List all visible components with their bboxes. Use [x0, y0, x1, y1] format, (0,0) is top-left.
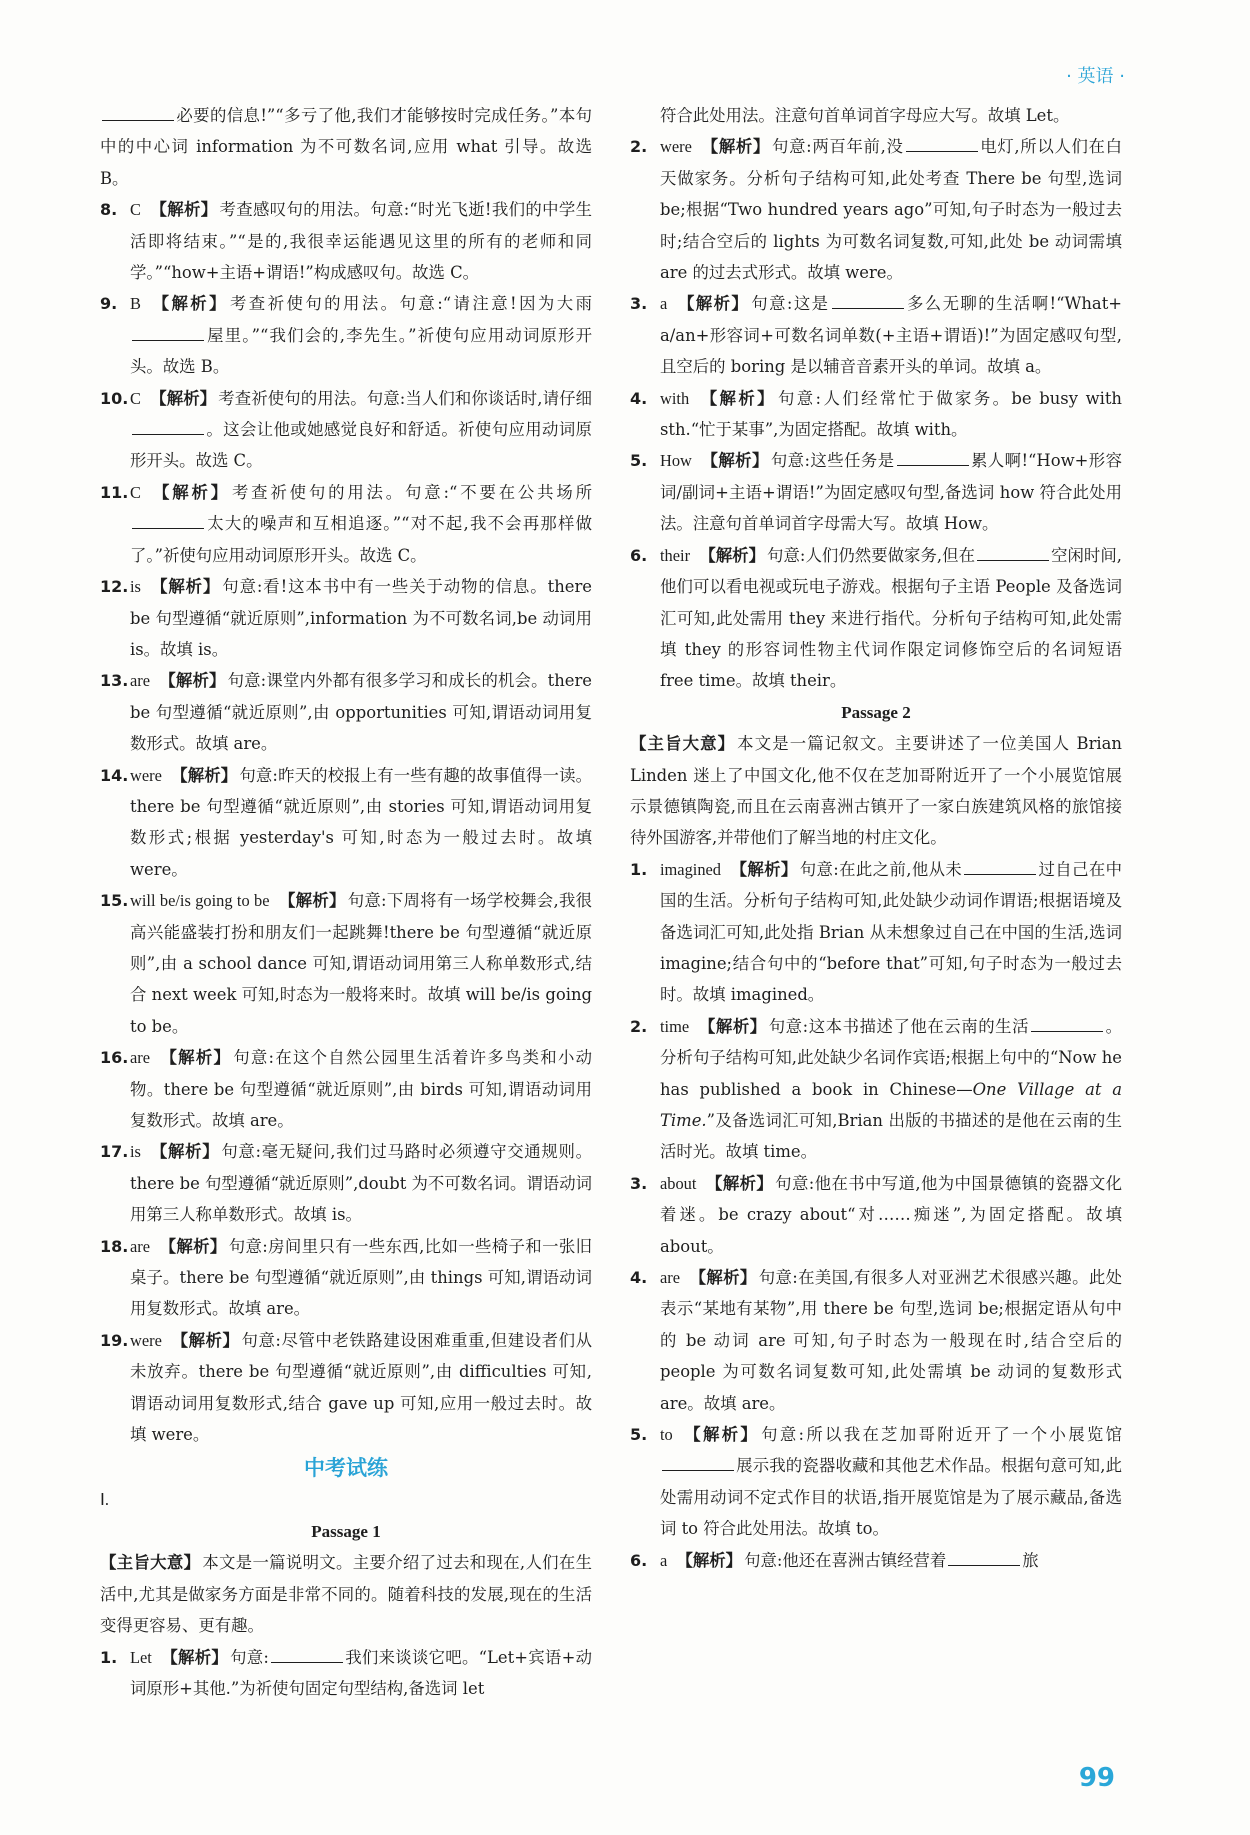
answer-item-9: 9. B 【解析】 考查祈使句的用法。句意:“请注意!因为大雨屋里。”“我们会的,李先生。”祈使句应用动词原形开头。故选 B。: [100, 294, 592, 377]
answer-item-10: 10. C 【解析】 考查祈使句的用法。句意:当人们和你谈话时,请仔细。这会让他或她感觉良好和舒适。祈使句应用动词原形开头。故选 C。: [100, 388, 593, 471]
answer-item-18: 18. are 【解析】 句意:房间里只有一些东西,比如一些椅子和一张旧桌子。there be 句型遵循“就近原则”,由 things 可知,谓语动词用复数形式。故填 are。: [100, 1236, 593, 1319]
blank: [832, 307, 904, 309]
answer-item-8: 8. C 【解析】 考查感叹句的用法。句意:“时光飞逝!我们的中学生活即将结束。”“是的,我很幸运能遇见这里的所有的老师和同学。”“how+主语+谓语!”构成感叹句。故选 C。: [100, 200, 592, 283]
blank: [132, 339, 204, 341]
passage-2-answer-1: 1. imagined 【解析】 句意:在此之前,他从未 过自己在中国的生活。分析句子结构可知,此处缺少动词作谓语;根据语境及备选词汇可知,此处指 Brian 从未想象过自己在中国的生活,选词 imagine;结合句中的“before that”可知,句子时态为一般过去时。故填 imagined。: [630, 859, 1123, 1005]
passage-1-answer-1: 1. Let 【解析】 句意: 我们来谈谈它吧。“Let+宾语+动词原形+其他.”为祈使句固定句型结构,备选词 let: [100, 1647, 592, 1698]
answer-item-16: 16. are 【解析】 句意:在这个自然公园里生活着许多鸟类和小动物。there be 句型遵循“就近原则”,由 birds 可知,谓语动词用复数形式。故填 are。: [100, 1048, 593, 1130]
blank: [132, 433, 204, 435]
continued-answer: 符合此处用法。注意句首单词首字母应大写。故填 Let。: [660, 106, 1070, 125]
passage-1-title: Passage 1: [311, 1521, 381, 1541]
page-number: 99: [1078, 1763, 1115, 1793]
passage-1-answer-4: 4. with 【解析】 句意:人们经常忙于做家务。be busy with sth.“忙于某事”,为固定搭配。故填 with。: [630, 388, 1122, 440]
blank: [948, 1564, 1020, 1566]
blank: [102, 119, 174, 121]
passage-1-answer-5: 5. How 【解析】 句意:这些任务是 累人啊!“How+形容词/副词+主语+谓语!”为固定感叹句型,备选词 how 符合此处用法。注意句首单词首字母需大写。故填 How。: [630, 451, 1122, 534]
passage-2-summary: 【主旨大意】 本文是一篇记叙文。主要讲述了一位美国人 Brian Linden 迷上了中国文化,他不仅在芝加哥附近开了一个小展览馆展示景德镇陶瓷,而且在云南喜洲古镇开了一家白族建筑风格的旅馆接待外国游客,并带他们了解当地的村庄文化。: [630, 734, 1122, 848]
passage-1-summary: 【主旨大意】 本文是一篇说明文。主要介绍了过去和现在,人们在生活中,尤其是做家务方面是非常不同的。随着科技的发展,现在的生活变得更容易、更有趣。: [100, 1553, 593, 1636]
part-number: Ⅰ.: [100, 1490, 109, 1510]
blank: [964, 873, 1036, 875]
passage-2-answer-2: 2. time 【解析】 句意:这本书描述了他在云南的生活 。分析句子结构可知,此处缺少名词作宾语;根据上句中的“Now he has published a book in Chinese—One Village at a Time.”及备选词汇可知,Brian 出版的书描述的是他在云南的生活时光。故填 time。: [630, 1016, 1123, 1162]
left-column: [100, 100, 592, 1704]
blank: [897, 464, 969, 466]
passage-1-answer-6: 6. their 【解析】 句意:人们仍然要做家务,但在 空闲时间,他们可以看电视或玩电子游戏。根据句子主语 People 及备选词汇可知,此处需用 they 来进行指代。分析句子结构可知,此处需填 they 的形容词性物主代词作限定词修饰空后的名词短语 free time。故填 their。: [630, 545, 1123, 691]
answer-item-11: 11. C 【解析】 考查祈使句的用法。句意:“不要在公共场所太大的噪声和互相追逐。”“对不起,我不会再那样做了。”祈使句应用动词原形开头。故选 C。: [100, 482, 593, 565]
answer-item-19: 19. were 【解析】 句意:尽管中老铁路建设困难重重,但建设者们从未放弃。there be 句型遵循“就近原则”,由 difficulties 可知,谓语动词用复数形式,结合 gave up 可知,应用一般过去时。故填 were。: [100, 1330, 592, 1445]
right-column: [630, 100, 1122, 1576]
subject-header: · 英语 ·: [1066, 66, 1125, 87]
blank: [906, 150, 978, 152]
passage-2-answer-5: 5. to 【解析】 句意:所以我在芝加哥附近开了一个小展览馆展示我的瓷器收藏和其他艺术作品。根据句意可知,此处需用动词不定式作目的状语,指开展览馆是为了展示藏品,备选词 to 符合此处用法。故填 to。: [630, 1425, 1123, 1539]
answer-item-13: 13. are 【解析】 句意:课堂内外都有很多学习和成长的机会。there be 句型遵循“就近原则”,由 opportunities 可知,谓语动词用复数形式。故填 are。: [100, 671, 592, 754]
passage-2-answer-3: 3. about 【解析】 句意:他在书中写道,他为中国景德镇的瓷器文化着迷。be crazy about“对……痴迷”,为固定搭配。故填 about。: [630, 1173, 1122, 1256]
answer-item-14: 14. were 【解析】 句意:昨天的校报上有一些有趣的故事值得一读。there be 句型遵循“就近原则”,由 stories 可知,谓语动词用复数形式;根据 yesterday's 可知,时态为一般过去时。故填 were。: [100, 765, 592, 879]
passage-1-answer-2: 2. were 【解析】 句意:两百年前,没 电灯,所以人们在白天做家务。分析句子结构可知,此处考查 There be 句型,选词 be;根据“Two hundred years ago”可知,句子时态为一般过去时;结合空后的 lights 为可数名词复数,可知,此处 be 动词需填 are 的过去式形式。故填 were。: [630, 137, 1123, 283]
blank: [1031, 1030, 1103, 1032]
blank: [662, 1469, 734, 1471]
answer-item-17: 17. is 【解析】 句意:毫无疑问,我们过马路时必须遵守交通规则。there be 句型遵循“就近原则”,doubt 为不可数名词。谓语动词用第三人称单数形式。故填 is。: [100, 1142, 593, 1225]
continued-paragraph: 必要的信息!”“多亏了他,我们才能够按时完成任务。”本句中的中心词 information 为不可数名词,应用 what 引导。故选 B。: [100, 106, 592, 188]
blank: [977, 559, 1049, 561]
passage-2-answer-6: 6. a 【解析】 句意:他还在喜洲古镇经营着 旅: [630, 1550, 1039, 1570]
blank: [132, 527, 204, 529]
passage-2-title: Passage 2: [841, 702, 911, 722]
section-title: 中考试练: [304, 1456, 388, 1481]
blank: [271, 1661, 343, 1663]
answer-item-15: 15. will be/is going to be 【解析】 句意:下周将有一场学校舞会,我很高兴能盛装打扮和朋友们一起跳舞!there be 句型遵循“就近原则”,由 a school dance 可知,谓语动词用第三人称单数形式,结合 next week 可知,时态为一般将来时。故填 will be/is going to be。: [100, 891, 593, 1036]
answer-item-12: 12. is 【解析】 句意:看!这本书中有一些关于动物的信息。there be 句型遵循“就近原则”,information 为不可数名词,be 动词用 is。故填 is。: [100, 577, 592, 659]
passage-2-answer-4: 4. are 【解析】 句意:在美国,有很多人对亚洲艺术很感兴趣。此处表示“某地有某物”,用 there be 句型,选词 be;根据定语从句中的 be 动词 are 可知,句子时态为一般现在时,结合空后的 people 为可数名词复数可知,此处需填 be 动词的复数形式 are。故填 are。: [630, 1268, 1123, 1413]
passage-1-answer-3: 3. a 【解析】 句意:这是 多么无聊的生活啊!“What+ a/an+形容词+可数名词单数(+主语+谓语)!”为固定感叹句型,且空后的 boring 是以辅音音素开头的单词。故填 a。: [630, 294, 1123, 377]
